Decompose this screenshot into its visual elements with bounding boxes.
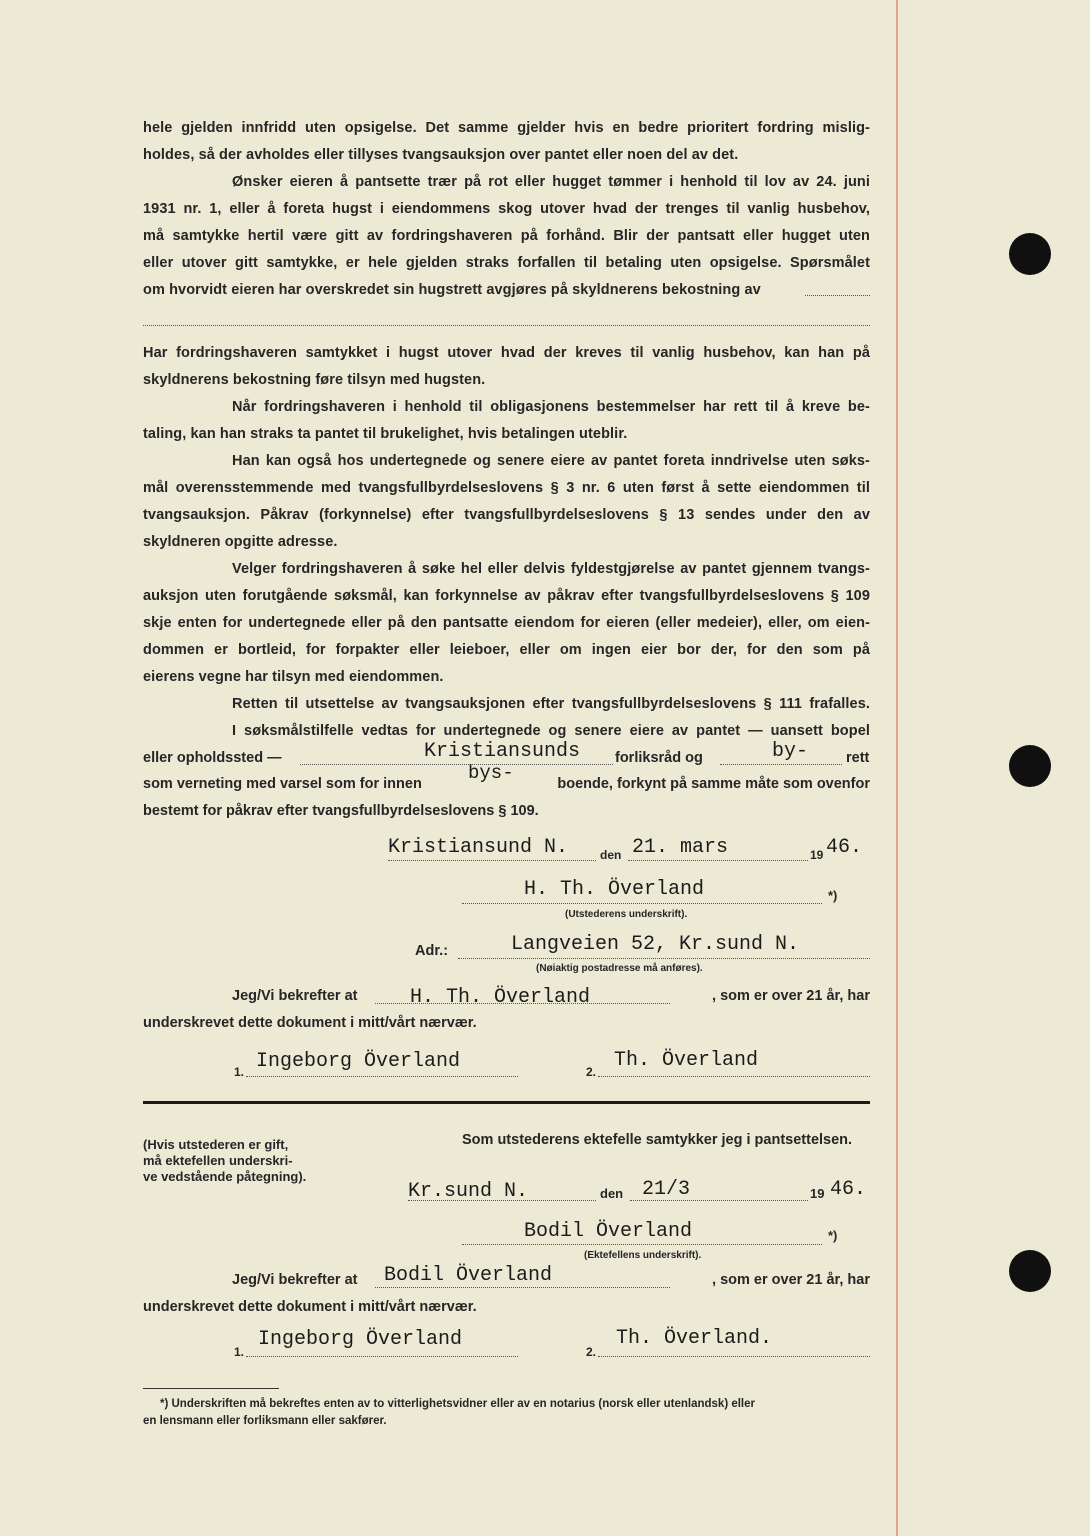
signature-line	[462, 1244, 822, 1245]
spouse-date: 21/3	[642, 1178, 691, 1201]
spouse-note-line: ve vedstående påtegning).	[143, 1169, 307, 1184]
section-divider	[143, 1101, 870, 1104]
text-line: Han kan også hos undertegnede og senere eiere av pantet foreta inndrivelse uten søks-	[232, 453, 870, 469]
venue-line3: bestemt for påkrav efter tvangsfullbyrdelseslovens § 109.	[143, 803, 539, 819]
text-line: holdes, så der avholdes eller tillyses tvangsauksjon over pantet eller noen del av det.	[143, 147, 739, 163]
confirm-name: H. Th. Överland	[410, 986, 591, 1009]
confirm-suffix: , som er over 21 år, har	[712, 1272, 870, 1288]
venue-mid: forliksråd og	[615, 750, 703, 766]
text-line: Når fordringshaveren i henhold til obligasjonens bestemmelser har rett til å kreve be-	[232, 399, 870, 415]
fill-line	[630, 1200, 808, 1201]
asterisk: *)	[828, 888, 838, 903]
spouse-caption: (Ektefellens underskrift).	[584, 1250, 702, 1261]
witness2-number: 2.	[586, 1065, 597, 1079]
confirm-prefix: Jeg/Vi bekrefter at	[232, 988, 358, 1004]
text-line: taling, kan han straks ta pantet til brukelighet, hvis betalingen uteblir.	[143, 426, 628, 442]
sign-place: Kristiansund N.	[388, 836, 569, 859]
witness2-number: 2.	[586, 1345, 597, 1359]
witness-line	[598, 1076, 870, 1077]
issuer-caption: (Utstederens underskrift).	[565, 909, 688, 920]
witness1-number: 1.	[234, 1345, 245, 1359]
footnote-rule	[143, 1388, 279, 1389]
witness1-signature: Ingeborg Överland	[258, 1328, 463, 1351]
typed-bys: bys-	[468, 762, 514, 784]
punch-hole	[1009, 745, 1051, 787]
footnote-line: *) Underskriften må bekreftes enten av to vitterlighetsvidner eller av en notarius (norsk eller utenlandsk) eller	[160, 1398, 755, 1410]
fill-line	[375, 1003, 670, 1004]
fill-line	[408, 1200, 596, 1201]
address-caption: (Nøiaktig postadresse må anføres).	[536, 963, 703, 974]
text-line: auksjon uten forutgående søksmål, kan forkynnelse av påkrav efter tvangsfullbyrdelseslovens § 109	[143, 588, 870, 604]
year-prefix: 19	[810, 848, 824, 862]
fill-line	[628, 860, 808, 861]
text-line: I søksmålstilfelle vedtas for undertegnede og senere eiere av pantet — uansett bopel	[232, 723, 870, 739]
den-label: den	[600, 848, 622, 862]
witness2-signature: Th. Överland.	[616, 1327, 773, 1350]
sign-date: 21. mars	[632, 836, 729, 859]
text-line: om hvorvidt eieren har overskredet sin hugstrett avgjøres på skyldnerens bekostning av	[143, 282, 761, 298]
year-prefix: 19	[810, 1186, 825, 1201]
witness1-signature: Ingeborg Överland	[256, 1050, 461, 1073]
address-value: Langveien 52, Kr.sund N.	[511, 933, 800, 956]
confirm-name: Bodil Överland	[384, 1264, 553, 1287]
text-line: Har fordringshaveren samtykket i hugst utover hvad der kreves til vanlig husbehov, kan han på	[143, 345, 870, 361]
fill-line	[143, 325, 870, 326]
text-line: mål overensstemmende med tvangsfullbyrdelseslovens § 3 nr. 6 uten først å sette eiendommen til	[143, 480, 870, 496]
typed-by: by-	[772, 740, 809, 763]
year-typed: 46.	[830, 1178, 867, 1201]
venue-prefix: eller opholdssted —	[143, 750, 282, 766]
text-line: eierens vegne har tilsyn med eiendommen.	[143, 669, 444, 685]
fill-line	[300, 764, 613, 765]
venue-line2-prefix: som verneting med varsel som for innen	[143, 776, 422, 792]
fill-line	[375, 1287, 670, 1288]
fill-line	[720, 764, 842, 765]
venue-line2-suffix: boende, forkynt på samme måte som ovenfor	[557, 776, 870, 792]
asterisk: *)	[828, 1228, 838, 1243]
den-label: den	[600, 1186, 624, 1201]
text-line: eller utover gitt samtykke, er hele gjelden straks forfallen til betaling uten opsigelse. Spørsmålet	[143, 255, 870, 271]
text-line: 1931 nr. 1, eller å foreta hugst i eiendommens skog utover hvad der trenges til vanlig husbehov,	[143, 201, 870, 217]
footnote-line: en lensmann eller forliksmann eller sakfører.	[143, 1415, 387, 1427]
text-line: må samtykke hertil være gitt av fordringshaveren på forhånd. Blir der pantsatt eller hugget uten	[143, 228, 870, 244]
spouse-heading: Som utstederens ektefelle samtykker jeg i pantsettelsen.	[462, 1132, 853, 1148]
spouse-place: Kr.sund N.	[408, 1180, 529, 1203]
signature-line	[462, 903, 822, 904]
text-line: dommen er bortleid, for forpakter eller leieboer, eller om ingen eier bor der, for den som på	[143, 642, 870, 658]
witness2-signature: Th. Överland	[614, 1049, 759, 1072]
fill-line	[805, 295, 870, 296]
witness1-number: 1.	[234, 1065, 245, 1079]
confirm-prefix: Jeg/Vi bekrefter at	[232, 1272, 358, 1288]
venue-suffix: rett	[846, 750, 870, 766]
text-line: tvangsauksjon. Påkrav (forkynnelse) efter tvangsfullbyrdelseslovens § 13 sendes under den av	[143, 507, 870, 523]
text-line: skje enten for undertegnede eller på den pantsatte eiendom for eieren (eller medeier), eller, om eien-	[143, 615, 870, 631]
spouse-note-line: må ektefellen underskri-	[143, 1153, 293, 1168]
text-line: Velger fordringshaveren å søke hel eller delvis fyldestgjørelse av pantet gjennem tvangs-	[232, 561, 870, 577]
punch-hole	[1009, 233, 1051, 275]
issuer-signature: H. Th. Överland	[524, 878, 705, 901]
confirm-line2: underskrevet dette dokument i mitt/vårt nærvær.	[143, 1015, 477, 1031]
typed-city: Kristiansunds	[424, 740, 581, 763]
year-typed: 46.	[826, 836, 863, 859]
margin-line	[896, 0, 898, 1536]
address-line	[458, 958, 870, 959]
witness-line	[598, 1356, 870, 1357]
witness-line	[246, 1076, 518, 1077]
punch-hole	[1009, 1250, 1051, 1292]
confirm-line2: underskrevet dette dokument i mitt/vårt nærvær.	[143, 1299, 477, 1315]
text-line: hele gjelden innfridd uten opsigelse. Det samme gjelder hvis en bedre prioritert fordring mislig-	[143, 120, 870, 136]
text-line: Ønsker eieren å pantsette trær på rot eller hugget tømmer i henhold til lov av 24. juni	[232, 174, 870, 190]
spouse-note-line: (Hvis utstederen er gift,	[143, 1137, 289, 1152]
fill-line	[388, 860, 596, 861]
text-line: skyldneren opgitte adresse.	[143, 534, 338, 550]
text-line: Retten til utsettelse av tvangsauksjonen efter tvangsfullbyrdelseslovens § 111 frafalles.	[232, 696, 870, 712]
witness-line	[246, 1356, 518, 1357]
address-label: Adr.:	[415, 943, 449, 959]
text-line: skyldnerens bekostning føre tilsyn med hugsten.	[143, 372, 486, 388]
confirm-suffix: , som er over 21 år, har	[712, 988, 870, 1004]
spouse-signature: Bodil Överland	[524, 1220, 693, 1243]
